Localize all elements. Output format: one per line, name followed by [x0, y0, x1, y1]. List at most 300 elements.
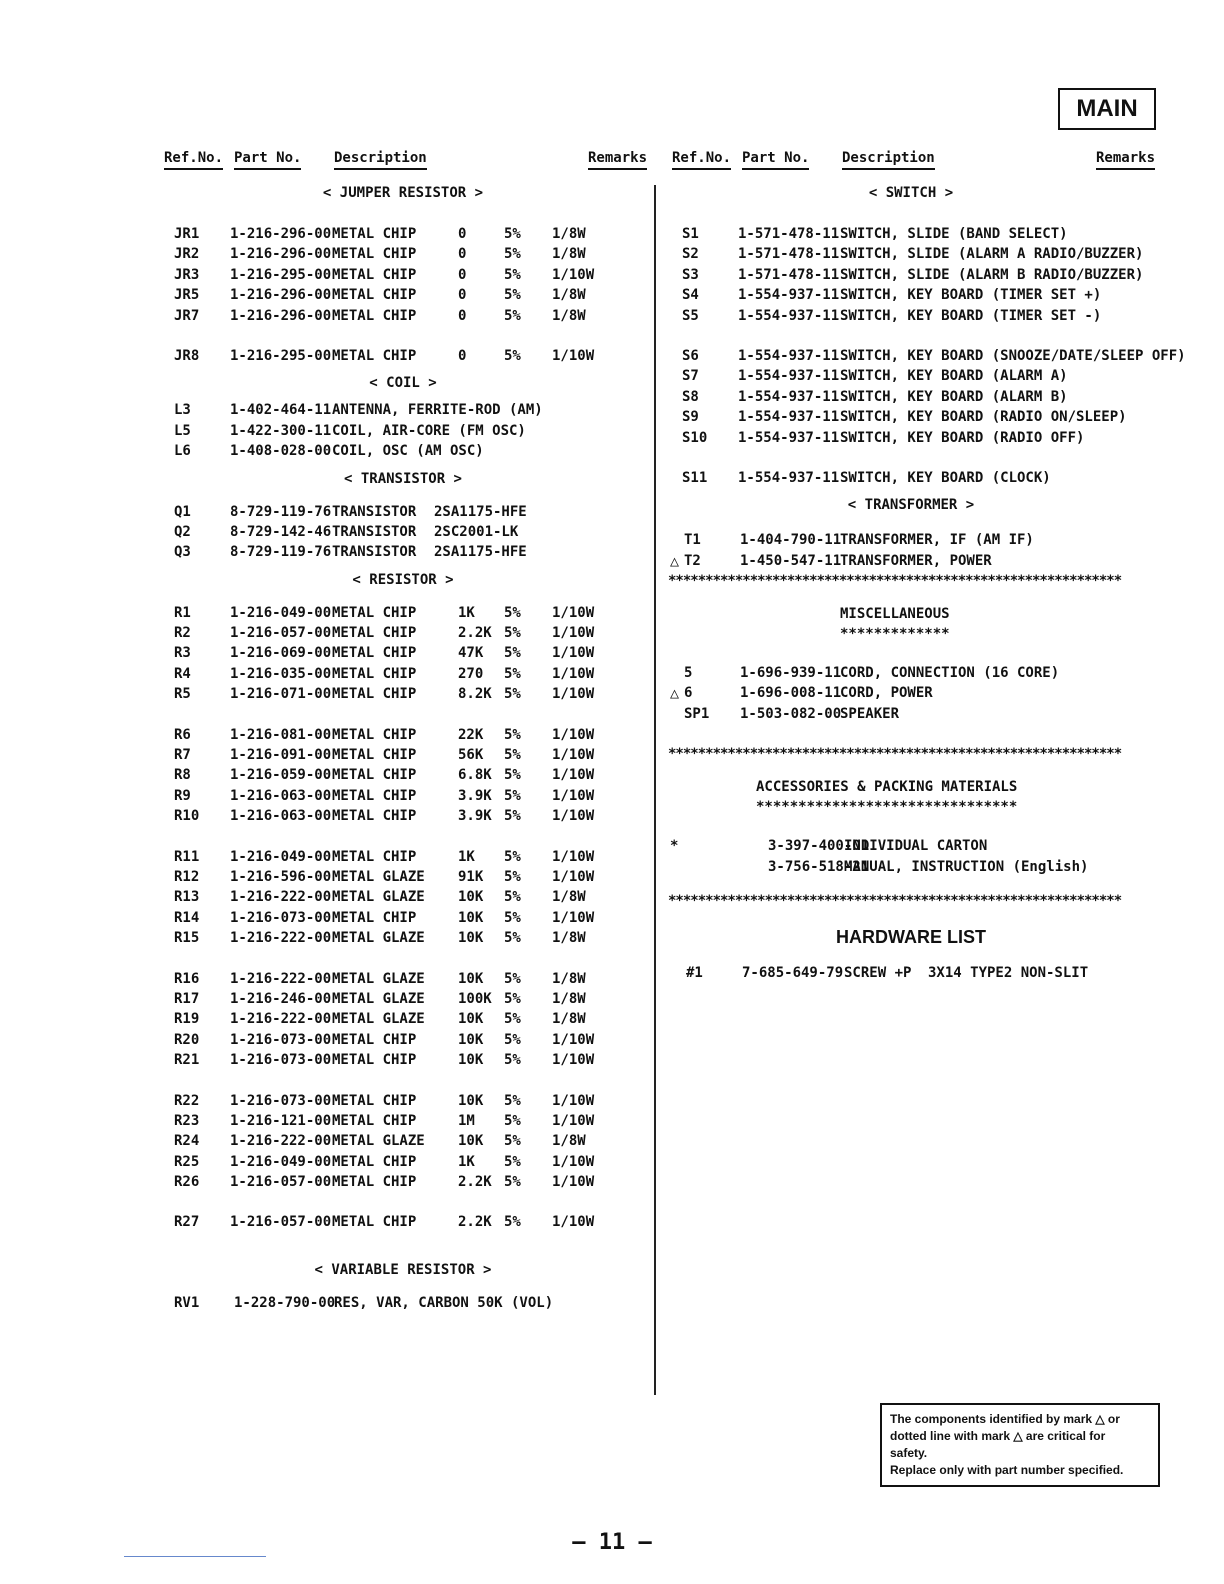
wattage: 1/8W	[552, 990, 586, 1007]
value: 10K	[458, 970, 484, 987]
table-row	[160, 989, 646, 1009]
description: METAL CHIP	[332, 226, 417, 242]
safety-note-line-3: safety.	[890, 1446, 928, 1460]
part-number: 1-408-028-00	[230, 443, 332, 460]
description: METAL CHIP	[332, 287, 417, 304]
variable-resistor-group	[160, 1293, 646, 1313]
right-column	[668, 148, 1186, 983]
wattage: 1/10W	[552, 665, 595, 682]
separator-stars-1: *************************************************************	[668, 573, 1122, 590]
wattage: 1/8W	[552, 930, 586, 947]
ref: SP1	[684, 705, 710, 722]
value: 3.9K	[458, 808, 492, 825]
part-number: 1-554-937-11	[738, 429, 840, 446]
value: 47K	[458, 645, 484, 662]
table-row	[160, 928, 646, 948]
ref: R19	[174, 1011, 200, 1028]
value: 1M	[458, 1112, 475, 1129]
table-row	[668, 224, 1154, 244]
ref: R11	[174, 848, 200, 865]
header-part: Part No.	[742, 150, 809, 170]
ref: S2	[682, 246, 699, 263]
description: MANUAL, INSTRUCTION (English)	[844, 858, 1089, 875]
description: METAL CHIP	[332, 645, 417, 662]
main-badge: MAIN	[1058, 88, 1156, 130]
value: 10K	[458, 889, 484, 906]
description: METAL CHIP	[332, 808, 417, 825]
description: TRANSISTOR	[332, 523, 417, 540]
safety-note-line-2: dotted line with mark △ are critical for	[890, 1429, 1106, 1443]
part-number: 1-554-937-11	[738, 347, 840, 364]
resistor-group	[160, 1212, 646, 1232]
description: ANTENNA, FERRITE-ROD (AM)	[332, 402, 543, 419]
part-number: 1-228-790-00	[234, 1294, 336, 1311]
ref: S11	[682, 469, 708, 486]
table-row	[160, 346, 646, 366]
table-row	[160, 603, 646, 623]
tolerance: 5%	[504, 1174, 521, 1191]
section-switch: < SWITCH >	[868, 185, 954, 201]
table-row	[668, 963, 1154, 983]
description: METAL GLAZE	[332, 930, 425, 947]
wattage: 1/8W	[552, 307, 586, 324]
value: 0	[458, 246, 467, 263]
part-number: 8-729-119-76	[230, 503, 332, 520]
ref: JR7	[174, 307, 200, 324]
description: SWITCH, KEY BOARD (ALARM A)	[840, 368, 1068, 385]
wattage: 1/10W	[552, 767, 595, 784]
value: 91K	[458, 868, 484, 885]
table-row	[668, 551, 1154, 571]
ref: R7	[174, 747, 191, 764]
part-number: 1-216-057-00	[230, 625, 332, 642]
part-number: 1-216-596-00	[230, 868, 332, 885]
description: SWITCH, SLIDE (BAND SELECT)	[840, 226, 1068, 242]
ref: S6	[682, 347, 699, 364]
part-number: 1-216-296-00	[230, 246, 332, 263]
ref: R6	[174, 726, 191, 743]
header-ref: Ref.No.	[672, 150, 731, 170]
section-resistor: < RESISTOR >	[352, 571, 454, 588]
section-jumper-resistor: < JUMPER RESISTOR >	[322, 185, 484, 201]
part-number: 1-404-790-11	[740, 532, 842, 549]
wattage: 1/10W	[552, 1092, 595, 1109]
ref: R4	[174, 665, 191, 682]
table-row	[160, 400, 646, 420]
part-number: 1-696-939-11	[740, 665, 842, 682]
ref: R17	[174, 990, 200, 1007]
table-row	[160, 244, 646, 264]
wattage: 1/10W	[552, 266, 595, 283]
tolerance: 5%	[504, 1052, 521, 1069]
value: 10K	[458, 1092, 484, 1109]
table-row	[160, 1111, 646, 1131]
description: SPEAKER	[840, 705, 900, 722]
tolerance: 5%	[504, 767, 521, 784]
wattage: 1/8W	[552, 889, 586, 906]
description: METAL GLAZE	[332, 1011, 425, 1028]
accessories-underline-stars: *******************************	[756, 799, 1018, 816]
tolerance: 5%	[504, 347, 521, 364]
left-header	[160, 148, 646, 176]
description: METAL CHIP	[332, 1174, 417, 1191]
ref: S5	[682, 307, 699, 324]
part-number: 1-216-063-00	[230, 787, 332, 804]
ref: R8	[174, 767, 191, 784]
wattage: 1/10W	[552, 1031, 595, 1048]
ref: Q2	[174, 523, 191, 540]
tolerance: 5%	[504, 1112, 521, 1129]
table-row	[668, 836, 1154, 856]
description: SWITCH, SLIDE (ALARM B RADIO/BUZZER)	[840, 266, 1144, 283]
description: METAL GLAZE	[332, 990, 425, 1007]
resistor-group	[160, 603, 646, 705]
part-number: 1-554-937-11	[738, 469, 840, 486]
resistor-groups	[160, 603, 646, 1253]
ref: R9	[174, 787, 191, 804]
table-row	[160, 1131, 646, 1151]
wattage: 1/8W	[552, 226, 586, 242]
part-number: 1-216-246-00	[230, 990, 332, 1007]
description: SWITCH, KEY BOARD (ALARM B)	[840, 388, 1068, 405]
description: SWITCH, SLIDE (ALARM A RADIO/BUZZER)	[840, 246, 1144, 263]
table-row	[160, 745, 646, 765]
page-number: — 11 —	[572, 1530, 652, 1555]
table-row	[160, 522, 646, 542]
table-row	[160, 623, 646, 643]
table-row	[668, 346, 1186, 366]
table-row	[160, 224, 646, 244]
description: METAL CHIP	[332, 1214, 417, 1231]
tolerance: 5%	[504, 226, 521, 242]
description: TRANSISTOR	[332, 544, 417, 561]
description: METAL CHIP	[332, 1112, 417, 1129]
value: 0	[458, 266, 467, 283]
accessories-group	[668, 836, 1154, 877]
jumper-group-1	[160, 224, 646, 326]
wattage: 1/10W	[552, 1112, 595, 1129]
value: 10K	[458, 1031, 484, 1048]
value: 6.8K	[458, 767, 492, 784]
description: METAL CHIP	[332, 909, 417, 926]
description: METAL CHIP	[332, 266, 417, 283]
part-number: 1-554-937-11	[738, 388, 840, 405]
part-number: 1-571-478-11	[738, 246, 840, 263]
wattage: 1/10W	[552, 625, 595, 642]
ref: S9	[682, 409, 699, 426]
tolerance: 5%	[504, 930, 521, 947]
table-row	[160, 1009, 646, 1029]
description: METAL CHIP	[332, 347, 417, 364]
table-row	[668, 428, 1154, 448]
wattage: 1/8W	[552, 287, 586, 304]
part-number: 1-554-937-11	[738, 409, 840, 426]
table-row	[668, 530, 1154, 550]
table-row	[160, 441, 646, 461]
tolerance: 5%	[504, 889, 521, 906]
section-transistor: < TRANSISTOR >	[343, 470, 462, 487]
ref: JR1	[174, 226, 200, 242]
transformer-group	[668, 530, 1154, 571]
separator-stars-2: *************************************************************	[668, 746, 1122, 763]
table-row	[668, 857, 1154, 877]
ref: R2	[174, 625, 191, 642]
description: METAL GLAZE	[332, 970, 425, 987]
tolerance: 5%	[504, 1214, 521, 1231]
ref: R23	[174, 1112, 200, 1129]
header-remarks: Remarks	[588, 150, 647, 170]
resistor-group	[160, 847, 646, 949]
section-coil: < COIL >	[369, 375, 437, 392]
wattage: 1/10W	[552, 848, 595, 865]
switch-group-2	[668, 346, 1186, 448]
coil-group	[160, 400, 646, 461]
part-number: 1-554-937-11	[738, 287, 840, 304]
misc-group	[668, 663, 1154, 724]
ref: R27	[174, 1214, 200, 1231]
misc-underline-stars: *************	[840, 626, 950, 643]
part-number: 1-216-222-00	[230, 930, 332, 947]
part-number: 1-216-073-00	[230, 1031, 332, 1048]
table-row	[668, 265, 1154, 285]
transistor-group	[160, 502, 646, 563]
table-row	[160, 664, 646, 684]
ref: L3	[174, 402, 191, 419]
description: TRANSISTOR	[332, 503, 417, 520]
tolerance: 5%	[504, 287, 521, 304]
tolerance: 5%	[504, 1092, 521, 1109]
part-number: 3-756-518-21	[768, 858, 870, 875]
part-number: 3-397-400-01	[768, 838, 870, 855]
value: 1K	[458, 848, 475, 865]
ref: R24	[174, 1133, 200, 1150]
description: COIL, OSC (AM OSC)	[332, 443, 484, 460]
section-transformer: < TRANSFORMER >	[847, 497, 975, 514]
description: METAL GLAZE	[332, 868, 425, 885]
switch-group-1	[668, 224, 1154, 326]
table-row	[160, 908, 646, 928]
part-number: 1-216-073-00	[230, 909, 332, 926]
description: SWITCH, KEY BOARD (TIMER SET -)	[840, 307, 1102, 324]
misc-title: MISCELLANEOUS	[840, 606, 950, 623]
right-header	[668, 148, 1154, 176]
description: METAL CHIP	[332, 1031, 417, 1048]
value: 0	[458, 347, 467, 364]
table-row	[160, 1030, 646, 1050]
table-row	[668, 468, 1154, 488]
description: TRANSFORMER, POWER	[840, 552, 992, 569]
part-number: 1-696-008-11	[740, 685, 842, 702]
table-row	[668, 366, 1154, 386]
ref: S3	[682, 266, 699, 283]
tolerance: 5%	[504, 246, 521, 263]
description: SWITCH, KEY BOARD (RADIO OFF)	[840, 429, 1085, 446]
part-number: 1-216-049-00	[230, 604, 332, 621]
ref: R25	[174, 1153, 200, 1170]
table-row	[160, 725, 646, 745]
type: 2SA1175-HFE	[434, 503, 527, 520]
part-number: 1-216-035-00	[230, 665, 332, 682]
value: 10K	[458, 1133, 484, 1150]
separator-stars-3: *************************************************************	[668, 893, 1122, 910]
table-row	[668, 683, 1154, 703]
resistor-group	[160, 969, 646, 1071]
header-part: Part No.	[234, 150, 301, 170]
description: SWITCH, KEY BOARD (SNOOZE/DATE/SLEEP OFF)	[840, 347, 1186, 364]
tolerance: 5%	[504, 970, 521, 987]
value: 3.9K	[458, 787, 492, 804]
table-row	[160, 684, 646, 704]
part-number: 1-216-222-00	[230, 889, 332, 906]
table-row	[160, 786, 646, 806]
description: METAL CHIP	[332, 686, 417, 703]
ref: JR2	[174, 246, 200, 263]
ref: R1	[174, 604, 191, 621]
wattage: 1/8W	[552, 1011, 586, 1028]
part-number: 1-216-121-00	[230, 1112, 332, 1129]
header-description: Description	[842, 150, 935, 170]
table-row	[160, 643, 646, 663]
description: CORD, CONNECTION (16 CORE)	[840, 665, 1060, 682]
description: SWITCH, KEY BOARD (TIMER SET +)	[840, 287, 1102, 304]
ref: T2	[684, 552, 701, 569]
tolerance: 5%	[504, 909, 521, 926]
description: METAL CHIP	[332, 604, 417, 621]
value: 1K	[458, 1153, 475, 1170]
tolerance: 5%	[504, 307, 521, 324]
description: METAL GLAZE	[332, 889, 425, 906]
value: 100K	[458, 990, 492, 1007]
wattage: 1/10W	[552, 1153, 595, 1170]
part-number: 1-216-295-00	[230, 266, 332, 283]
description: METAL CHIP	[332, 1092, 417, 1109]
header-description: Description	[334, 150, 427, 170]
wattage: 1/10W	[552, 909, 595, 926]
part-number: 1-554-937-11	[738, 368, 840, 385]
tolerance: 5%	[504, 604, 521, 621]
table-row	[668, 244, 1154, 264]
mark: △	[670, 684, 680, 703]
ref: R15	[174, 930, 200, 947]
tolerance: 5%	[504, 1153, 521, 1170]
ref: R21	[174, 1052, 200, 1069]
wattage: 1/10W	[552, 604, 595, 621]
table-row	[160, 847, 646, 867]
part-number: 1-571-478-11	[738, 226, 840, 242]
table-row	[160, 542, 646, 562]
type: 2SA1175-HFE	[434, 544, 527, 561]
part-number: 1-402-464-11	[230, 402, 332, 419]
value: 2.2K	[458, 1174, 492, 1191]
part-number: 1-216-296-00	[230, 307, 332, 324]
tolerance: 5%	[504, 726, 521, 743]
description: METAL CHIP	[332, 848, 417, 865]
switch-group-3	[668, 468, 1154, 488]
part-number: 7-685-649-79	[742, 965, 844, 982]
ref: R26	[174, 1174, 200, 1191]
description: COIL, AIR-CORE (FM OSC)	[332, 422, 526, 439]
ref: R22	[174, 1092, 200, 1109]
ref: 6	[684, 685, 693, 702]
tolerance: 5%	[504, 868, 521, 885]
description: METAL CHIP	[332, 665, 417, 682]
table-row	[160, 806, 646, 826]
table-row	[160, 969, 646, 989]
ref: #1	[686, 965, 703, 982]
safety-note-line-4: Replace only with part number specified.	[890, 1463, 1124, 1477]
table-row	[160, 867, 646, 887]
mark: △	[670, 551, 680, 570]
table-row	[160, 285, 646, 305]
description: INDIVIDUAL CARTON	[844, 838, 988, 855]
value: 22K	[458, 726, 484, 743]
ref: T1	[684, 532, 701, 549]
part-number: 1-216-081-00	[230, 726, 332, 743]
ref: JR5	[174, 287, 200, 304]
safety-note-line-1: The components identified by mark △ or	[890, 1412, 1120, 1426]
tolerance: 5%	[504, 645, 521, 662]
table-row	[160, 887, 646, 907]
description: CORD, POWER	[840, 685, 933, 702]
value: 0	[458, 307, 467, 324]
value: 10K	[458, 1052, 484, 1069]
value: 56K	[458, 747, 484, 764]
ref: R20	[174, 1031, 200, 1048]
ref: S8	[682, 388, 699, 405]
part-number: 1-216-049-00	[230, 1153, 332, 1170]
table-row	[160, 1091, 646, 1111]
part-number: 8-729-142-46	[230, 523, 332, 540]
part-number: 8-729-119-76	[230, 544, 332, 561]
part-number: 1-216-296-00	[230, 287, 332, 304]
description: METAL CHIP	[332, 787, 417, 804]
table-row	[668, 663, 1154, 683]
description: METAL CHIP	[332, 246, 417, 263]
table-row	[160, 765, 646, 785]
ref: Q1	[174, 503, 191, 520]
wattage: 1/10W	[552, 726, 595, 743]
ref: L5	[174, 422, 191, 439]
ref: RV1	[174, 1294, 200, 1311]
part-number: 1-216-222-00	[230, 1011, 332, 1028]
part-number: 1-216-091-00	[230, 747, 332, 764]
ref: R16	[174, 970, 200, 987]
table-row	[668, 704, 1154, 724]
part-number: 1-216-063-00	[230, 808, 332, 825]
part-number: 1-216-069-00	[230, 645, 332, 662]
wattage: 1/10W	[552, 808, 595, 825]
wattage: 1/10W	[552, 868, 595, 885]
wattage: 1/10W	[552, 787, 595, 804]
value: 10K	[458, 909, 484, 926]
value: 1K	[458, 604, 475, 621]
value: 10K	[458, 930, 484, 947]
value: 0	[458, 226, 467, 242]
footer-link-line	[124, 1556, 266, 1557]
left-column	[160, 148, 646, 1313]
part-number: 1-216-049-00	[230, 848, 332, 865]
table-row	[668, 387, 1154, 407]
ref: R10	[174, 808, 200, 825]
description: SWITCH, KEY BOARD (CLOCK)	[840, 469, 1051, 486]
ref: S10	[682, 429, 708, 446]
ref: R12	[174, 868, 200, 885]
tolerance: 5%	[504, 1133, 521, 1150]
tolerance: 5%	[504, 266, 521, 283]
table-row	[160, 421, 646, 441]
wattage: 1/10W	[552, 1052, 595, 1069]
tolerance: 5%	[504, 747, 521, 764]
